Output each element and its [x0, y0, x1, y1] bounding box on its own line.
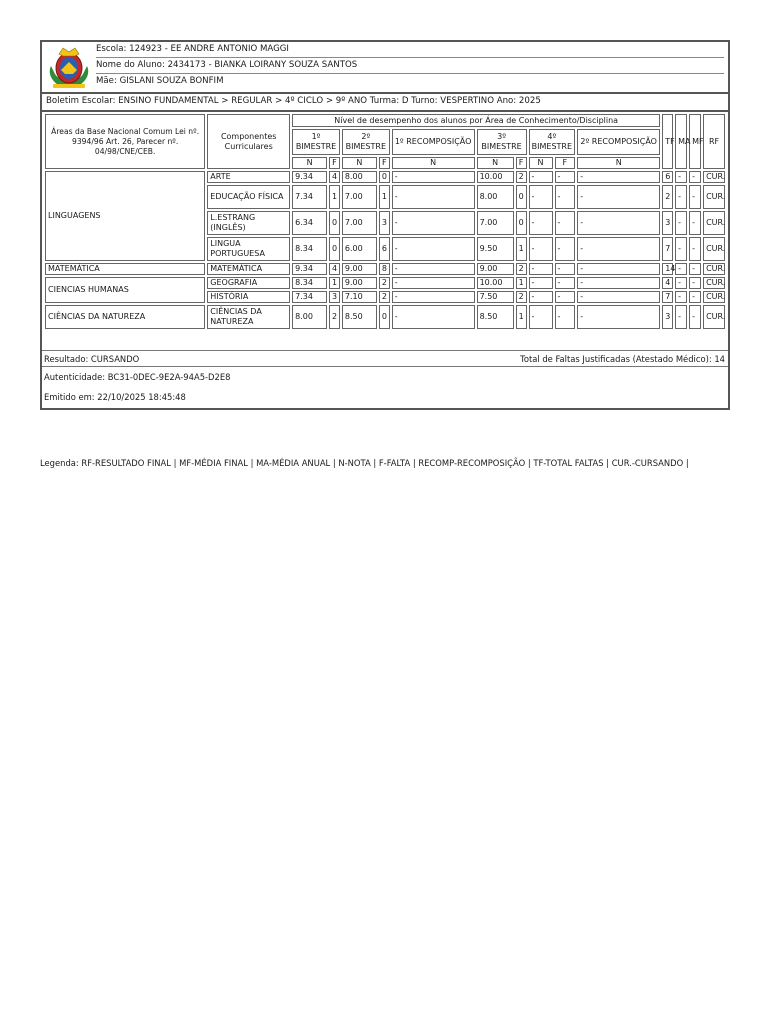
ma-cell: -	[675, 211, 687, 235]
r2-cell: -	[577, 305, 660, 329]
componente-cell: CIÊNCIAS DA NATUREZA	[207, 305, 290, 329]
mf-cell: -	[689, 305, 701, 329]
tf-header: TF	[662, 114, 673, 169]
b3f-cell: 0	[516, 185, 527, 209]
componente-cell: EDUCAÇÃO FÍSICA	[207, 185, 290, 209]
b2n-cell: 7.00	[342, 185, 377, 209]
b1f-cell: 2	[329, 305, 340, 329]
b4f-cell: -	[555, 305, 576, 329]
b4n-cell: -	[529, 237, 553, 261]
b3n-cell: 10.00	[477, 171, 514, 183]
r2-cell: -	[577, 277, 660, 289]
f-header: F	[329, 157, 340, 169]
b1n-cell: 9.34	[292, 263, 327, 275]
b3f-cell: 2	[516, 291, 527, 303]
rf-cell: CUR.	[703, 185, 725, 209]
ma-cell: -	[675, 171, 687, 183]
b4n-cell: -	[529, 277, 553, 289]
b3f-cell: 2	[516, 263, 527, 275]
rf-cell: CUR.	[703, 237, 725, 261]
b2n-cell: 8.50	[342, 305, 377, 329]
r1-cell: -	[392, 305, 475, 329]
b4n-cell: -	[529, 305, 553, 329]
b3n-cell: 8.00	[477, 185, 514, 209]
b2n-cell: 7.10	[342, 291, 377, 303]
mf-cell: -	[689, 263, 701, 275]
b3n-cell: 9.00	[477, 263, 514, 275]
b4n-cell: -	[529, 291, 553, 303]
b1n-cell: 8.00	[292, 305, 327, 329]
rf-cell: CUR.	[703, 263, 725, 275]
b3n-cell: 8.50	[477, 305, 514, 329]
f-header: F	[555, 157, 576, 169]
period-header: 1º BIMESTRE	[292, 129, 340, 155]
tf-cell: 2	[662, 185, 673, 209]
b4n-cell: -	[529, 211, 553, 235]
r2-cell: -	[577, 211, 660, 235]
rf-cell: CUR.	[703, 305, 725, 329]
mf-cell: -	[689, 291, 701, 303]
state-coat-of-arms-icon	[45, 44, 93, 90]
mf-cell: -	[689, 171, 701, 183]
b1n-cell: 7.34	[292, 291, 327, 303]
ma-cell: -	[675, 305, 687, 329]
footer-divider	[42, 350, 728, 351]
b1f-cell: 1	[329, 185, 340, 209]
b4n-cell: -	[529, 185, 553, 209]
tf-cell: 7	[662, 291, 673, 303]
autenticidade-text: Autenticidade: BC31-0DEC-9E2A-94A5-D2E8	[44, 372, 231, 382]
b3f-cell: 1	[516, 277, 527, 289]
period-header: 2º BIMESTRE	[342, 129, 390, 155]
student-name-line: Nome do Aluno: 2434173 - BIANKA LOIRANY SOUZA SANTOS	[96, 58, 724, 74]
b3f-cell: 2	[516, 171, 527, 183]
period-header: 1º RECOMPOSIÇÃO	[392, 129, 475, 155]
area-name-cell: CIENCIAS HUMANAS	[45, 277, 205, 303]
componentes-header: Componentes Curriculares	[207, 114, 290, 169]
emitido-text: Emitido em: 22/10/2025 18:45:48	[44, 392, 186, 402]
rf-cell: CUR.	[703, 211, 725, 235]
report-card	[40, 40, 730, 410]
n-header: N	[477, 157, 514, 169]
ma-cell: -	[675, 237, 687, 261]
r2-cell: -	[577, 263, 660, 275]
r1-cell: -	[392, 185, 475, 209]
b2n-cell: 6.00	[342, 237, 377, 261]
b3n-cell: 7.00	[477, 211, 514, 235]
ma-header: MA	[675, 114, 687, 169]
area-name-cell: MATEMÁTICA	[45, 263, 205, 275]
period-header: 2º RECOMPOSIÇÃO	[577, 129, 660, 155]
componente-cell: HISTÓRIA	[207, 291, 290, 303]
b2f-cell: 2	[379, 277, 390, 289]
r1-cell: -	[392, 263, 475, 275]
b2n-cell: 9.00	[342, 277, 377, 289]
r2-cell: -	[577, 185, 660, 209]
b2f-cell: 0	[379, 171, 390, 183]
mf-cell: -	[689, 211, 701, 235]
table-row	[45, 263, 725, 275]
resultado-text: Resultado: CURSANDO	[44, 354, 140, 364]
boletim-line: Boletim Escolar: ENSINO FUNDAMENTAL > REGULAR > 4º CICLO > 9º ANO Turma: D Turno: VESPERTINO Ano: 2025	[42, 93, 728, 112]
n-header: N	[392, 157, 475, 169]
school-line: Escola: 124923 - EE ANDRE ANTONIO MAGGI	[96, 42, 724, 58]
b3f-cell: 1	[516, 237, 527, 261]
b1n-cell: 8.34	[292, 277, 327, 289]
b3n-cell: 10.00	[477, 277, 514, 289]
ma-cell: -	[675, 291, 687, 303]
tf-cell: 4	[662, 277, 673, 289]
componente-cell: MATEMÁTICA	[207, 263, 290, 275]
legend-text: Legenda: RF-RESULTADO FINAL | MF-MÉDIA FINAL | MA-MÉDIA ANUAL | N-NOTA | F-FALTA | RECOMP-RECOMPOSIÇÃO | TF-TOTAL FALTAS | CUR.-CURSANDO |	[40, 458, 689, 468]
b4f-cell: -	[555, 237, 576, 261]
b4f-cell: -	[555, 291, 576, 303]
b4f-cell: -	[555, 277, 576, 289]
b2f-cell: 0	[379, 305, 390, 329]
n-header: N	[342, 157, 377, 169]
b1f-cell: 4	[329, 263, 340, 275]
b1f-cell: 1	[329, 277, 340, 289]
period-header: 3º BIMESTRE	[477, 129, 527, 155]
area-name-cell: LINGUAGENS	[45, 171, 205, 261]
b1f-cell: 4	[329, 171, 340, 183]
b4n-cell: -	[529, 171, 553, 183]
grades-table	[43, 112, 727, 331]
r1-cell: -	[392, 291, 475, 303]
r2-cell: -	[577, 291, 660, 303]
b4f-cell: -	[555, 185, 576, 209]
f-header: F	[516, 157, 527, 169]
b1n-cell: 8.34	[292, 237, 327, 261]
header-block	[42, 42, 728, 94]
r2-cell: -	[577, 171, 660, 183]
b2f-cell: 3	[379, 211, 390, 235]
mother-name-line: Mãe: GISLANI SOUZA BONFIM	[96, 76, 224, 86]
mf-cell: -	[689, 185, 701, 209]
ma-cell: -	[675, 185, 687, 209]
b2f-cell: 6	[379, 237, 390, 261]
b3n-cell: 9.50	[477, 237, 514, 261]
rf-header: RF	[703, 114, 725, 169]
b3f-cell: 0	[516, 211, 527, 235]
footer-divider	[42, 366, 728, 367]
tf-cell: 3	[662, 211, 673, 235]
b1n-cell: 7.34	[292, 185, 327, 209]
f-header: F	[379, 157, 390, 169]
componente-cell: GEOGRAFIA	[207, 277, 290, 289]
b4f-cell: -	[555, 171, 576, 183]
ma-cell: -	[675, 277, 687, 289]
period-header: 4º BIMESTRE	[529, 129, 576, 155]
rf-cell: CUR.	[703, 171, 725, 183]
b4f-cell: -	[555, 263, 576, 275]
ma-cell: -	[675, 263, 687, 275]
n-header: N	[577, 157, 660, 169]
table-row	[45, 305, 725, 329]
b1f-cell: 0	[329, 211, 340, 235]
mf-cell: -	[689, 237, 701, 261]
b2f-cell: 1	[379, 185, 390, 209]
b2f-cell: 8	[379, 263, 390, 275]
componente-cell: LINGUA PORTUGUESA	[207, 237, 290, 261]
area-name-cell: CIÊNCIAS DA NATUREZA	[45, 305, 205, 329]
b3f-cell: 1	[516, 305, 527, 329]
b3n-cell: 7.50	[477, 291, 514, 303]
r1-cell: -	[392, 211, 475, 235]
b2n-cell: 7.00	[342, 211, 377, 235]
table-row	[45, 277, 725, 289]
b4f-cell: -	[555, 211, 576, 235]
r1-cell: -	[392, 237, 475, 261]
componente-cell: ARTE	[207, 171, 290, 183]
b1n-cell: 6.34	[292, 211, 327, 235]
n-header: N	[529, 157, 553, 169]
b1f-cell: 3	[329, 291, 340, 303]
b1f-cell: 0	[329, 237, 340, 261]
r2-cell: -	[577, 237, 660, 261]
tf-cell: 7	[662, 237, 673, 261]
b2f-cell: 2	[379, 291, 390, 303]
rf-cell: CUR.	[703, 291, 725, 303]
faltas-justificadas-text: Total de Faltas Justificadas (Atestado Médico): 14	[520, 354, 725, 364]
area-header: Áreas da Base Nacional Comum Lei nº. 9394/96 Art. 26, Parecer nº. 04/98/CNE/CEB.	[45, 114, 205, 169]
rf-cell: CUR.	[703, 277, 725, 289]
tf-cell: 6	[662, 171, 673, 183]
n-header: N	[292, 157, 327, 169]
b2n-cell: 9.00	[342, 263, 377, 275]
mf-header: MF	[689, 114, 701, 169]
mf-cell: -	[689, 277, 701, 289]
tf-cell: 3	[662, 305, 673, 329]
b4n-cell: -	[529, 263, 553, 275]
r1-cell: -	[392, 277, 475, 289]
b1n-cell: 9.34	[292, 171, 327, 183]
nivel-header: Nível de desempenho dos alunos por Área de Conhecimento/Disciplina	[292, 114, 660, 127]
tf-cell: 14	[662, 263, 673, 275]
table-row	[45, 171, 725, 183]
componente-cell: L.ESTRANG (INGLÊS)	[207, 211, 290, 235]
b2n-cell: 8.00	[342, 171, 377, 183]
r1-cell: -	[392, 171, 475, 183]
